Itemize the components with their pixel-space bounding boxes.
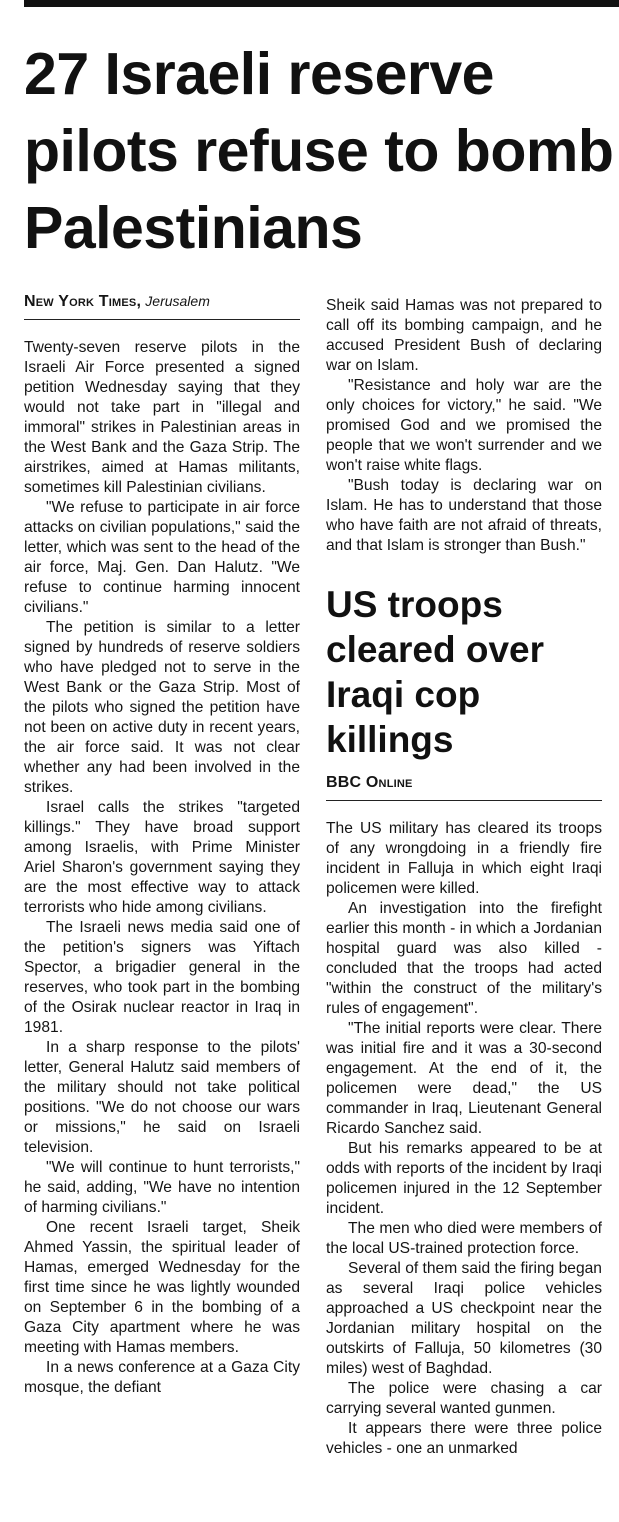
paragraph: But his remarks appeared to be at odds with reports of the incident by Iraqi policemen injured in the 12 September incident. xyxy=(326,1140,602,1217)
paragraph: Sheik said Hamas was not prepared to call off its bombing campaign, and he accused President Bush of declaring war on Islam. xyxy=(326,297,602,374)
paragraph: "Bush today is declaring war on Islam. He has to understand that those who have faith are not afraid of threats, and that Islam is stronger than Bush." xyxy=(326,477,602,554)
second-byline xyxy=(326,774,602,801)
second-headline: US troops cleared over Iraqi cop killings xyxy=(326,584,545,760)
paragraph: In a sharp response to the pilots' letter, General Halutz said members of the military should not take political positions. "We do not choose our wars or missions," he said on Israeli television. xyxy=(24,1039,300,1156)
paragraph: "We will continue to hunt terrorists," he said, adding, "We have no intention of harming civilians." xyxy=(24,1159,300,1216)
byline-dateline: Jerusalem xyxy=(145,293,210,309)
paragraph: The petition is similar to a letter signed by hundreds of reserve soldiers who have pledged not to serve in the West Bank or the Gaza Strip. Most of the pilots who signed the petition have not been on active duty in recent years, the air force said. It was not clear whether any had been involved in the strikes. xyxy=(24,619,300,796)
paragraph: An investigation into the firefight earlier this month - in which a Jordanian hospital guard was also killed - concluded that the troops had acted "within the construct of the military's rules of engagement". xyxy=(326,900,602,1017)
paragraph: The police were chasing a car carrying several wanted gunmen. xyxy=(326,1380,602,1417)
paragraph: It appears there were three police vehicles - one an unmarked xyxy=(326,1420,602,1457)
article-left-column xyxy=(24,292,300,1398)
paragraph: "We refuse to participate in air force attacks on civilian populations," said the letter, which was sent to the head of the air force, Maj. Gen. Dan Halutz. "We refuse to continue harming innocent civilians." xyxy=(24,499,300,616)
byline-source: New York Times, xyxy=(24,293,142,310)
paragraph: The men who died were members of the local US-trained protection force. xyxy=(326,1220,602,1257)
paragraph: The Israeli news media said one of the petition's signers was Yiftach Spector, a brigadier general in the reserves, who took part in the bombing of the Osirak nuclear reactor in Iraq in 1981. xyxy=(24,919,300,1036)
paragraph: Israel calls the strikes "targeted killings." They have broad support among Israelis, with Prime Minister Ariel Sharon's government saying they are the most effective way to attack terrorists who hide among civilians. xyxy=(24,799,300,916)
paragraph: The US military has cleared its troops of any wrongdoing in a friendly fire incident in Falluja in which eight Iraqi policemen were killed. xyxy=(326,820,602,897)
article-right-column xyxy=(326,296,602,1459)
paragraph: "Resistance and holy war are the only choices for victory," he said. "We promised God and we promised the people that we won't surrender and we won't raise white flags. xyxy=(326,377,602,474)
main-headline: 27 Israeli reserve pilots refuse to bomb Palestinians xyxy=(24,41,614,261)
paragraph: Twenty-seven reserve pilots in the Israeli Air Force presented a signed petition Wednesday saying that they would not take part in "illegal and immoral" strikes in Palestinian areas in the West Bank and the Gaza Strip. The airstrikes, aimed at Hamas militants, sometimes kill Palestinian civilians. xyxy=(24,339,300,496)
second-byline-source: BBC Online xyxy=(326,774,413,791)
paragraph: In a news conference at a Gaza City mosque, the defiant xyxy=(24,1359,300,1396)
paragraph: One recent Israeli target, Sheik Ahmed Yassin, the spiritual leader of Hamas, emerged Wednesday for the first time since he was lightly wounded on September 6 in the bombing of a Gaza City apartment where he was meeting with Hamas members. xyxy=(24,1219,300,1356)
byline xyxy=(24,292,300,320)
paragraph: "The initial reports were clear. There was initial fire and it was a 30-second engagement. At the end of it, the policemen were dead," the US commander in Iraq, Lieutenant General Ricardo Sanchez said. xyxy=(326,1020,602,1137)
paragraph: Several of them said the firing began as several Iraqi police vehicles approached a US checkpoint near the Jordanian military hospital on the outskirts of Falluja, 50 kilometres (30 miles) west of Baghdad. xyxy=(326,1260,602,1377)
top-rule xyxy=(24,0,619,7)
